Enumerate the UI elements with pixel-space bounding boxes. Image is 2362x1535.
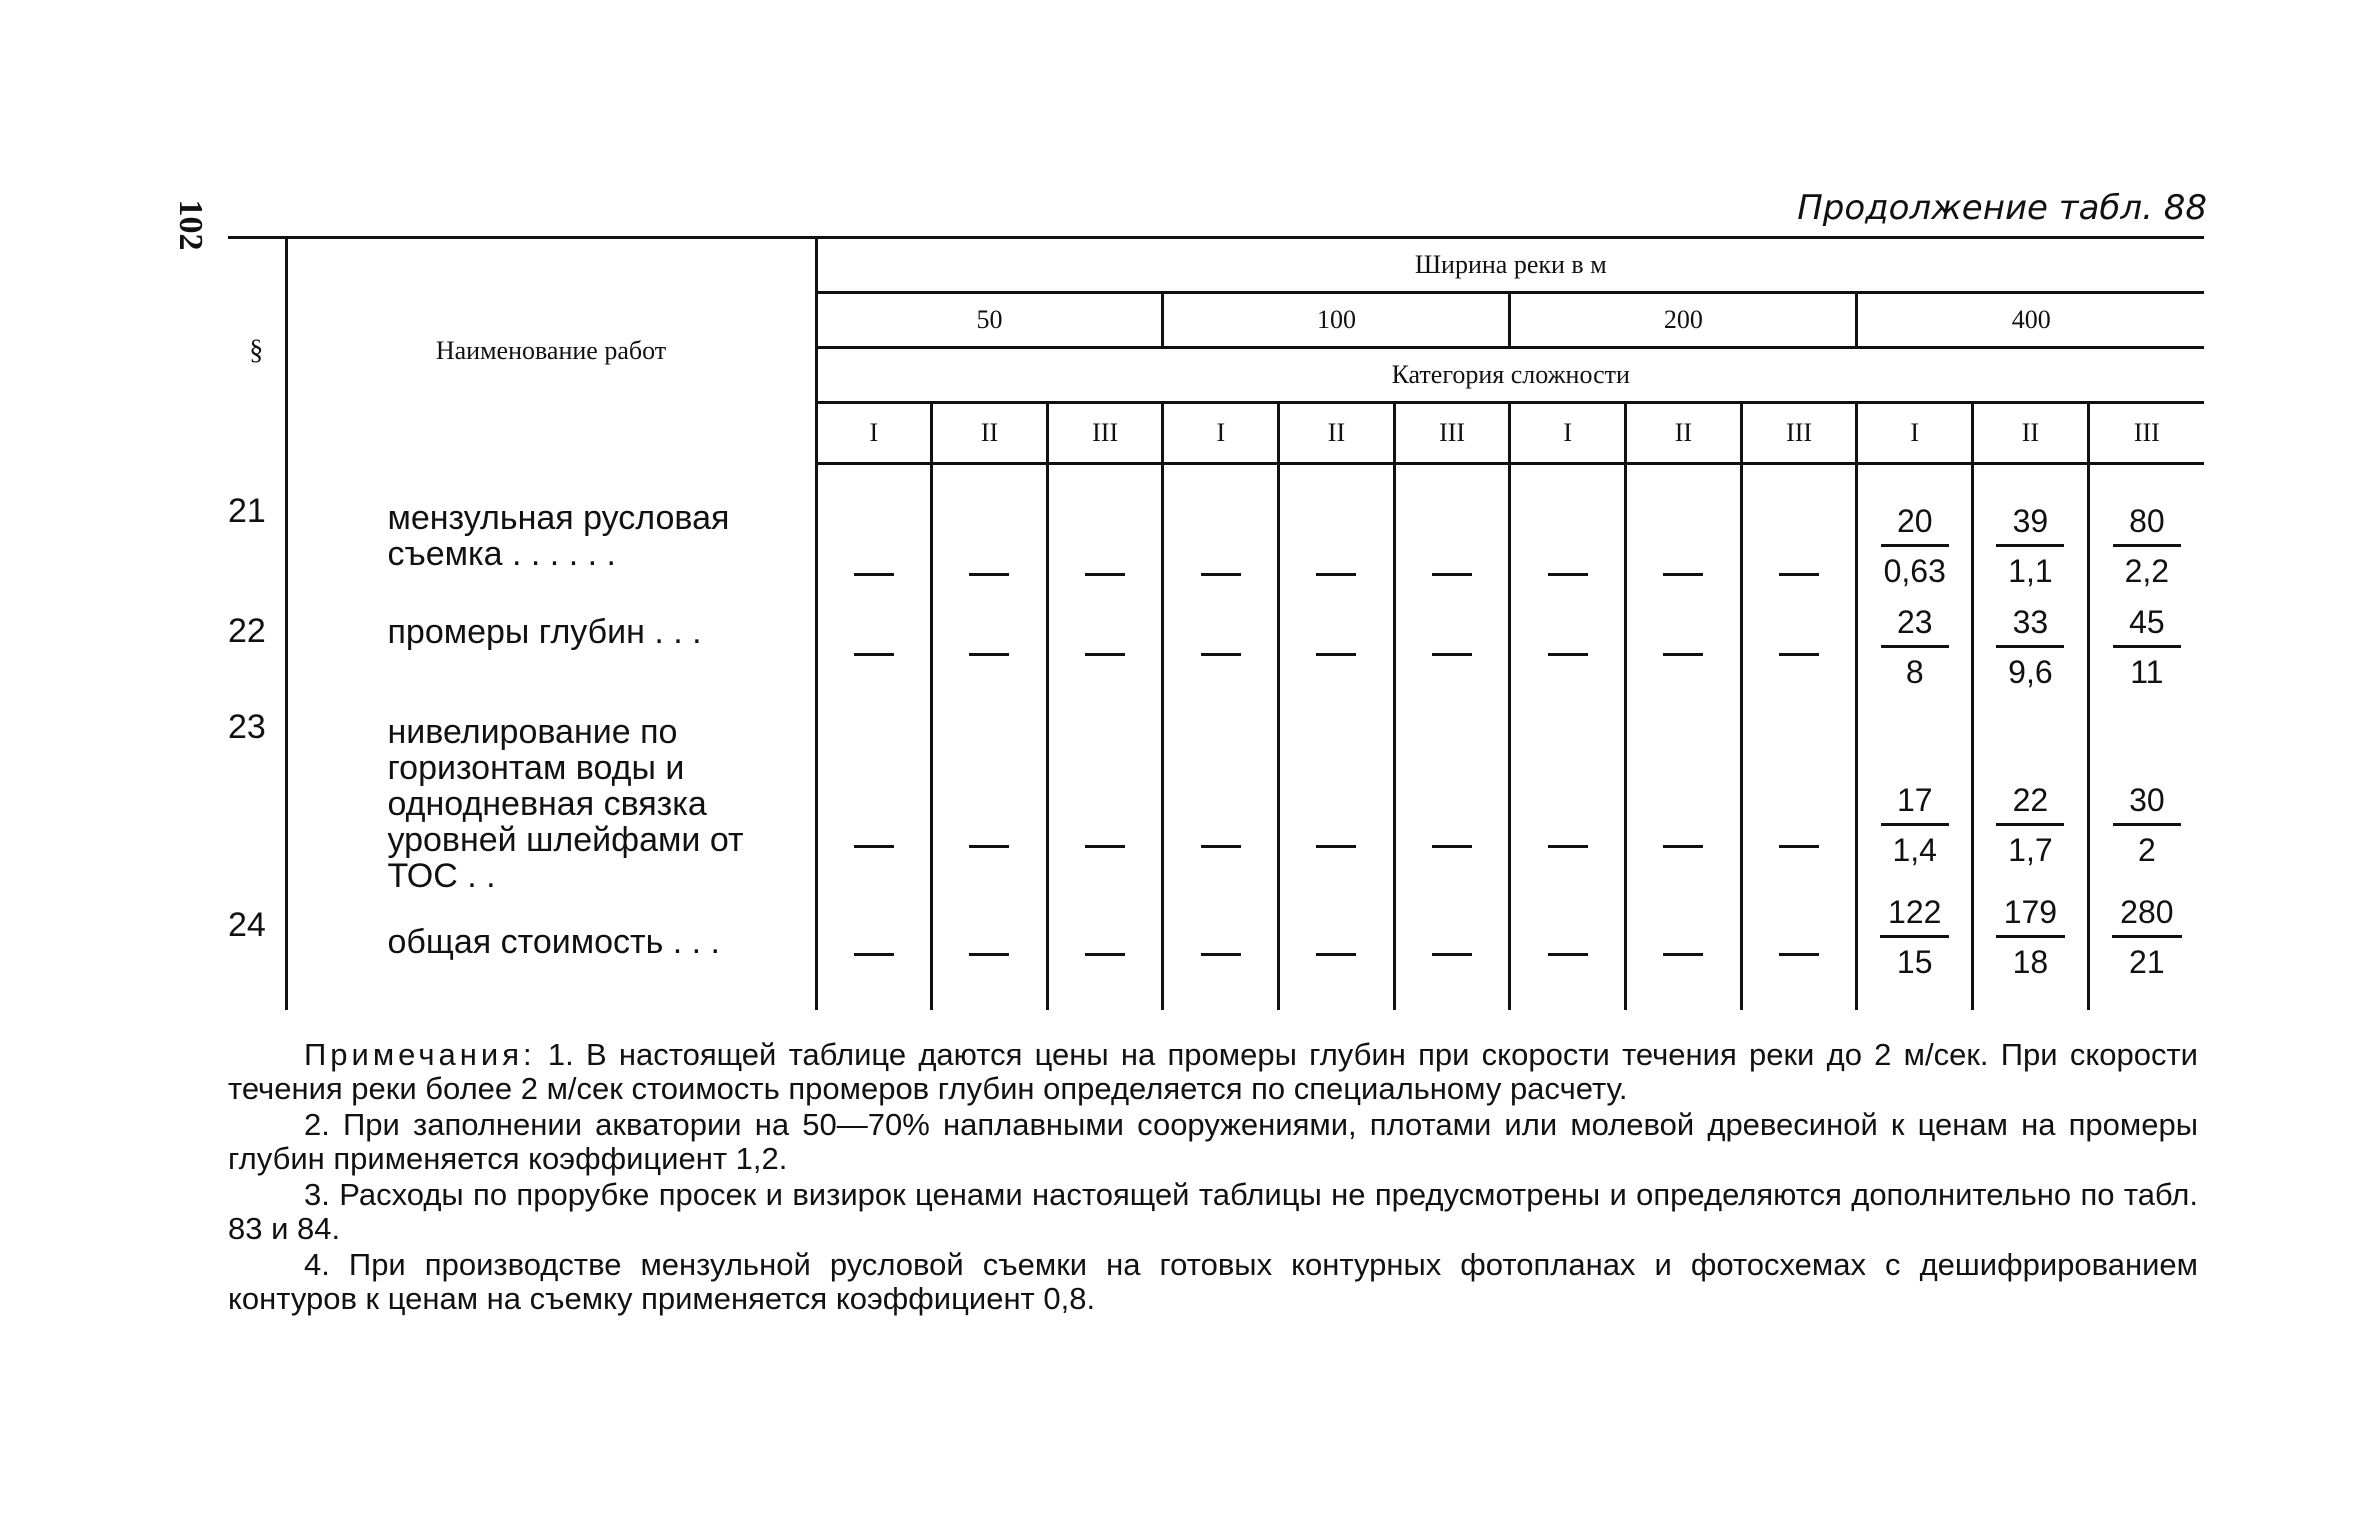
dash (1316, 653, 1356, 656)
dash (1779, 573, 1819, 576)
fraction-value: $\frac{45}{11}$ (2113, 604, 2181, 691)
width-group-100: 100 (1163, 293, 1510, 348)
dash (1316, 573, 1356, 576)
category-col: I (1510, 403, 1626, 464)
width-group-50: 50 (816, 293, 1163, 348)
category-col: II (932, 403, 1048, 464)
width-group-200: 200 (1510, 293, 1857, 348)
dash (969, 845, 1009, 848)
category-col: II (1626, 403, 1742, 464)
row-section: 24 (228, 905, 266, 944)
dash (1663, 953, 1703, 956)
dash (1201, 953, 1241, 956)
dash (1085, 653, 1125, 656)
dash (1201, 845, 1241, 848)
dash (1663, 653, 1703, 656)
category-col: I (1857, 403, 1973, 464)
fraction-value: $\frac{122}{15}$ (1880, 894, 1949, 981)
width-group-400: 400 (1857, 293, 2204, 348)
fraction-value: $\frac{22}{1,7}$ (1996, 782, 2064, 869)
dash (1548, 573, 1588, 576)
row-section: 22 (228, 611, 266, 650)
dash (1663, 845, 1703, 848)
dash (854, 573, 894, 576)
fraction-value: $\frac{17}{1,4}$ (1881, 782, 1949, 869)
table-row (228, 708, 2204, 894)
name-header: Наименование работ (286, 238, 816, 464)
fraction-value: $\frac{179}{18}$ (1996, 894, 2065, 981)
dash (1316, 953, 1356, 956)
table-caption: Продолжение табл. 88 (1797, 188, 2207, 228)
fraction-value: $\frac{33}{9,6}$ (1996, 604, 2064, 691)
fraction-value: $\frac{39}{1,1}$ (1996, 503, 2064, 590)
dash (969, 953, 1009, 956)
dash (1432, 573, 1472, 576)
fraction-value: $\frac{80}{2,2}$ (2113, 503, 2181, 590)
row-name: промеры глубин . . . (286, 604, 816, 708)
fraction-value: $\frac{30}{2}$ (2113, 782, 2181, 869)
dash (969, 573, 1009, 576)
note-1: Примечания: 1. В настоящей таблице даются цены на промеры глубин при скорости течения реки до 2 м/сек. При скорости течения реки более 2 м/сек стоимость промеров глубин определяется по специальному расчету. (228, 1037, 2198, 1106)
dash (1779, 845, 1819, 848)
category-col: II (1973, 403, 2089, 464)
price-table (228, 236, 2204, 1010)
note-4: 4. При производстве мензульной русловой съемки на готовых контурных фотопланах и фотосхемах с дешифрированием контуров к ценам на съемку применяется коэффициент 0,8. (228, 1247, 2198, 1316)
dash (1548, 653, 1588, 656)
table-row (228, 464, 2204, 604)
dash (1432, 845, 1472, 848)
dash (1085, 953, 1125, 956)
dash (1085, 845, 1125, 848)
dash (1085, 573, 1125, 576)
category-col: III (1394, 403, 1510, 464)
category-col: III (1047, 403, 1163, 464)
dash (1779, 653, 1819, 656)
dash (1432, 953, 1472, 956)
category-col: III (2088, 403, 2204, 464)
dash (1432, 653, 1472, 656)
dash (1548, 953, 1588, 956)
dash (1201, 573, 1241, 576)
dash (854, 845, 894, 848)
dash (1548, 845, 1588, 848)
category-header: Категория сложности (816, 348, 2204, 403)
note-2: 2. При заполнении акватории на 50—70% наплавными сооружениями, плотами или молевой древесиной к ценам на промеры глубин применяется коэффициент 1,2. (228, 1107, 2198, 1176)
row-name: мензульная русловая съемка . . . . . . (286, 464, 816, 604)
section-header: § (249, 335, 264, 367)
row-section: 21 (228, 491, 266, 530)
width-header: Ширина реки в м (816, 238, 2204, 293)
row-name: нивелирование по горизонтам воды и однодневная связка уровней шлейфами от ТОС . . (286, 708, 816, 894)
dash (969, 653, 1009, 656)
table-row (228, 894, 2204, 1010)
notes (228, 1038, 2198, 1318)
category-col: III (1741, 403, 1857, 464)
category-col: I (816, 403, 932, 464)
note-3: 3. Расходы по прорубке просек и визирок ценами настоящей таблицы не предусмотрены и определяются дополнительно по табл. 83 и 84. (228, 1177, 2198, 1246)
notes-label: Примечания: (304, 1037, 536, 1072)
row-name: общая стоимость . . . (286, 894, 816, 1010)
dash (1779, 953, 1819, 956)
fraction-value: $\frac{23}{8}$ (1881, 604, 1949, 691)
row-section: 23 (228, 707, 266, 746)
dash (854, 953, 894, 956)
category-col: II (1279, 403, 1395, 464)
page-number: 102 (172, 199, 209, 251)
dash (854, 653, 894, 656)
table-row (228, 604, 2204, 708)
category-col: I (1163, 403, 1279, 464)
dash (1663, 573, 1703, 576)
fraction-value: $\frac{280}{21}$ (2112, 894, 2181, 981)
dash (1201, 653, 1241, 656)
dash (1316, 845, 1356, 848)
fraction-value: $\frac{20}{0,63}$ (1881, 503, 1949, 590)
